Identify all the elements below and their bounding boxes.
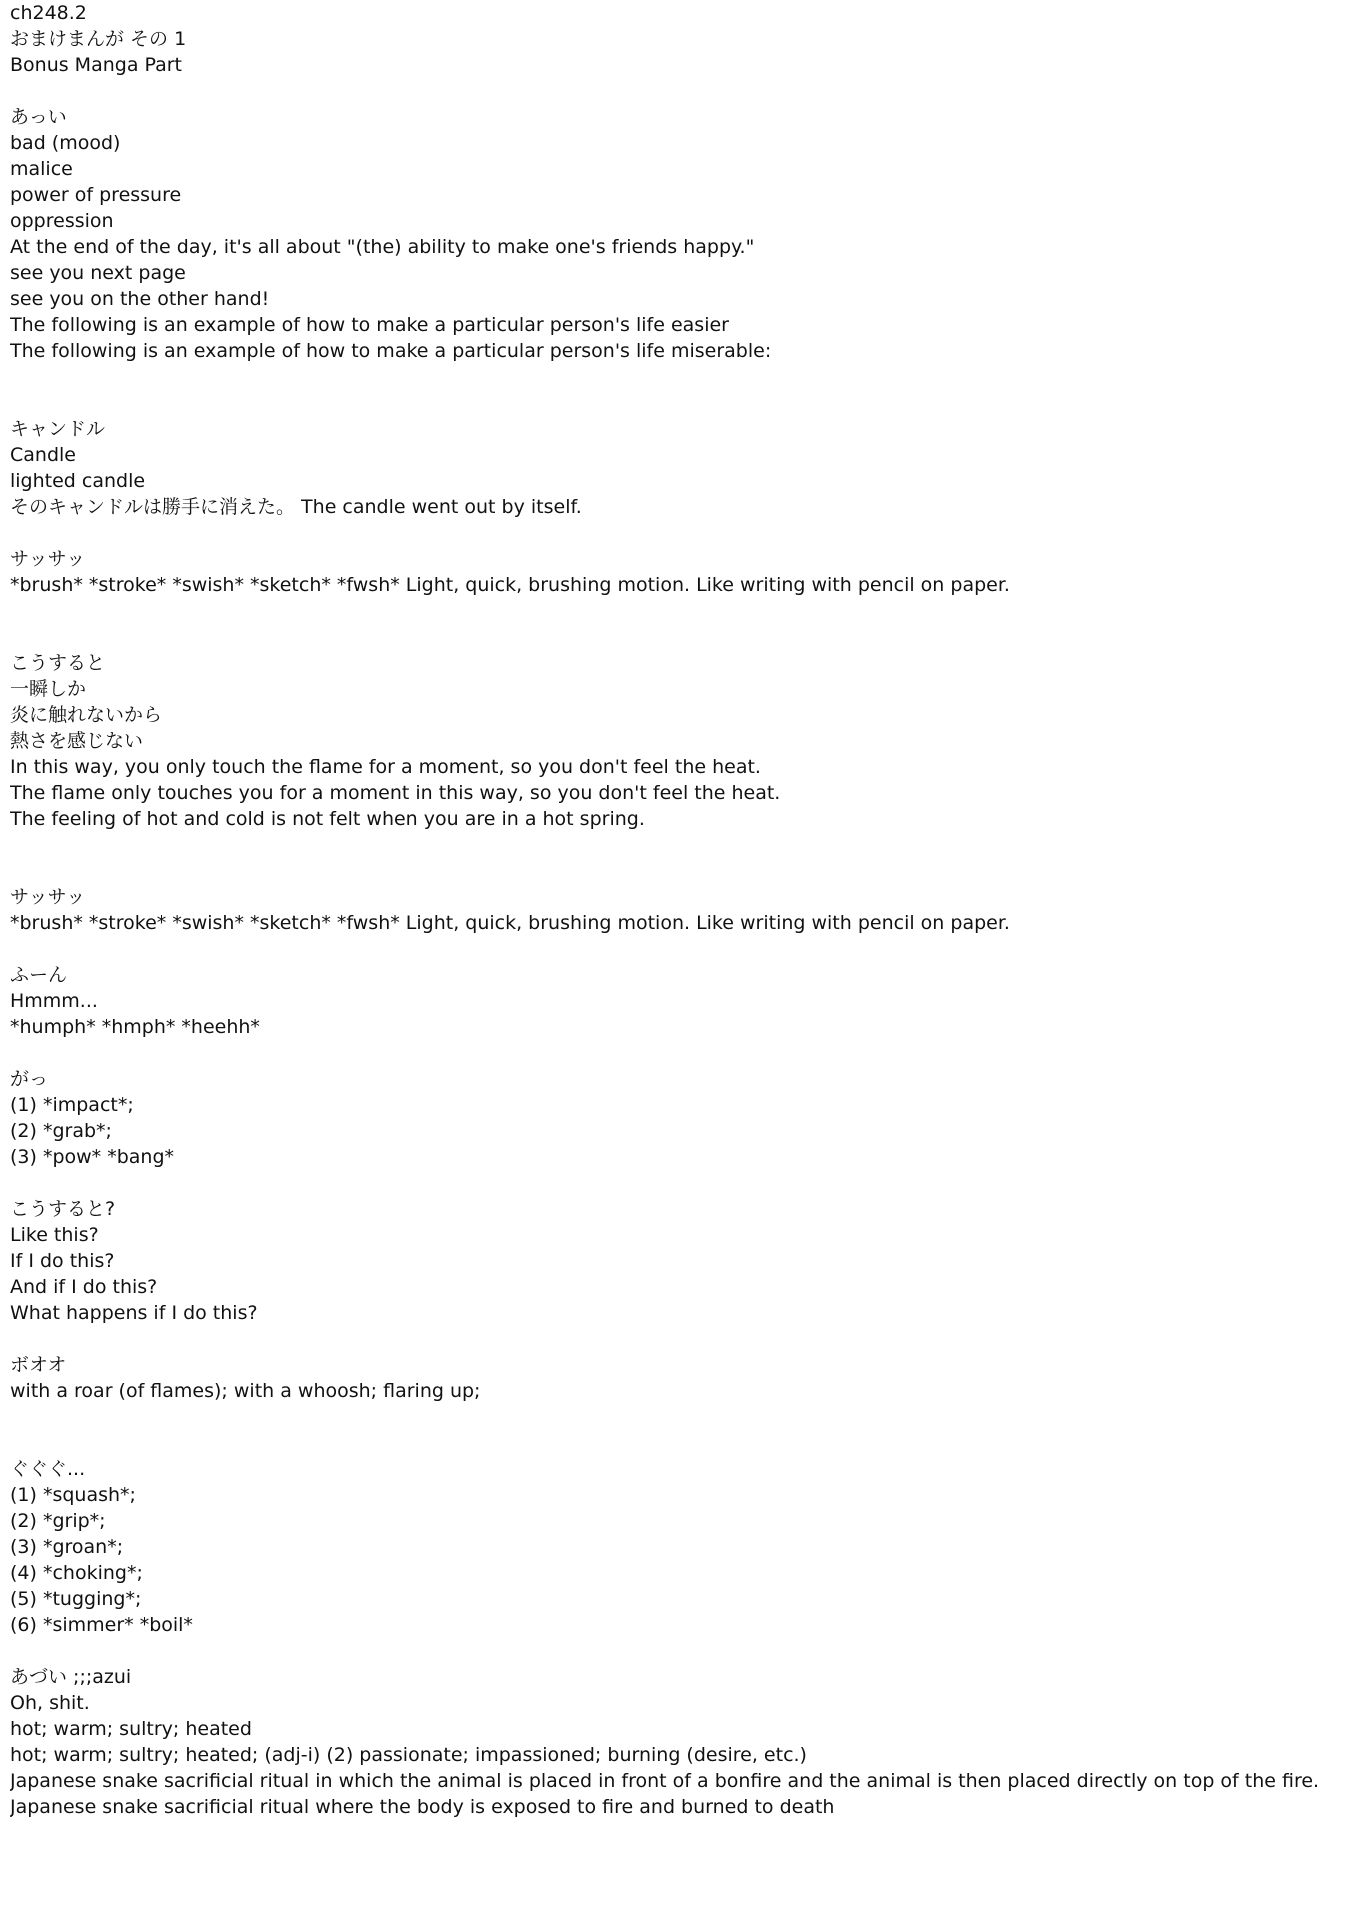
blank-line [10, 364, 1340, 390]
text-block [10, 650, 1340, 832]
text-block [10, 416, 1340, 520]
text-line: 一瞬しか [10, 678, 87, 700]
text-line: The following is an example of how to make a particular person's life easier [10, 314, 729, 336]
text-line: oppression [10, 210, 114, 232]
text-line: In this way, you only touch the flame for a moment, so you don't feel the heat. [10, 756, 761, 778]
text-block [10, 1352, 1340, 1404]
text-line: (1) *impact*; [10, 1094, 134, 1116]
text-line: 炎に触れないから [10, 704, 163, 726]
text-line: Candle [10, 444, 76, 466]
text-line: あっい [10, 106, 67, 128]
text-line: サッサッ [10, 548, 86, 570]
text-line: キャンドル [10, 418, 106, 440]
text-line: lighted candle [10, 470, 146, 492]
blank-line [10, 390, 1340, 416]
text-line: power of pressure [10, 184, 182, 206]
blank-line [10, 1326, 1340, 1352]
text-line: おまけまんが その 1 [10, 28, 187, 50]
text-line: The feeling of hot and cold is not felt when you are in a hot spring. [10, 808, 645, 830]
blank-line [10, 936, 1340, 962]
text-line: *humph* *hmph* *heehh* [10, 1016, 260, 1038]
text-line: Oh, shit. [10, 1692, 90, 1714]
text-block [10, 546, 1340, 598]
text-line: Bonus Manga Part [10, 54, 183, 76]
text-line: see you on the other hand! [10, 288, 270, 310]
blank-line [10, 1430, 1340, 1456]
text-line: ぐぐぐ... [10, 1458, 86, 1480]
text-block [10, 962, 1340, 1040]
blank-line [10, 520, 1340, 546]
text-line: ふーん [10, 964, 68, 986]
text-block [10, 104, 1340, 364]
text-line: What happens if I do this? [10, 1302, 258, 1324]
text-line: がっ [10, 1068, 49, 1090]
text-line: bad (mood) [10, 132, 121, 154]
text-line: malice [10, 158, 73, 180]
text-line: (3) *groan*; [10, 1536, 124, 1558]
blank-line [10, 1404, 1340, 1430]
document-body [10, 0, 1340, 1820]
text-line: あづい ;;;azui [10, 1666, 132, 1688]
text-line: (2) *grab*; [10, 1120, 112, 1142]
text-line: (6) *simmer* *boil* [10, 1614, 193, 1636]
blank-line [10, 78, 1340, 104]
text-line: (4) *choking*; [10, 1562, 143, 1584]
text-line: At the end of the day, it's all about "(the) ability to make one's friends happy." [10, 236, 755, 258]
text-line: Hmmm... [10, 990, 98, 1012]
text-block [10, 1664, 1340, 1820]
text-line: サッサッ [10, 886, 86, 908]
text-line: Japanese snake sacrificial ritual in which the animal is placed in front of a bonfire and the animal is then placed directly on top of the fire. [10, 1770, 1320, 1792]
text-line: こうすると [10, 652, 106, 674]
text-line: (3) *pow* *bang* [10, 1146, 175, 1168]
text-line: (1) *squash*; [10, 1484, 136, 1506]
blank-line [10, 832, 1340, 858]
text-line: The flame only touches you for a moment in this way, so you don't feel the heat. [10, 782, 781, 804]
text-line: *brush* *stroke* *swish* *sketch* *fwsh* Light, quick, brushing motion. Like writing with pencil on paper. [10, 574, 1010, 596]
text-line: *brush* *stroke* *swish* *sketch* *fwsh* Light, quick, brushing motion. Like writing with pencil on paper. [10, 912, 1010, 934]
blank-line [10, 858, 1340, 884]
text-block [10, 884, 1340, 936]
text-block [10, 1456, 1340, 1638]
text-line: そのキャンドルは勝手に消えた。 The candle went out by itself. [10, 496, 582, 518]
text-line: hot; warm; sultry; heated [10, 1718, 252, 1740]
text-line: (5) *tugging*; [10, 1588, 142, 1610]
text-line: hot; warm; sultry; heated; (adj-i) (2) passionate; impassioned; burning (desire, etc.) [10, 1744, 807, 1766]
text-line: Like this? [10, 1224, 99, 1246]
text-line: 熱さを感じない [10, 730, 144, 752]
text-line: If I do this? [10, 1250, 115, 1272]
text-line: ボオオ [10, 1354, 67, 1376]
blank-line [10, 1638, 1340, 1664]
text-line: Japanese snake sacrificial ritual where the body is exposed to fire and burned to death [10, 1796, 835, 1818]
text-line: with a roar (of flames); with a whoosh; flaring up; [10, 1380, 481, 1402]
text-line: And if I do this? [10, 1276, 158, 1298]
blank-line [10, 624, 1340, 650]
blank-line [10, 1170, 1340, 1196]
text-line: see you next page [10, 262, 186, 284]
text-block [10, 1066, 1340, 1170]
text-line: こうすると? [10, 1198, 116, 1220]
blank-line [10, 598, 1340, 624]
text-line: The following is an example of how to make a particular person's life miserable: [10, 340, 772, 362]
text-line: ch248.2 [10, 2, 87, 24]
text-block [10, 1196, 1340, 1326]
blank-line [10, 1040, 1340, 1066]
text-line: (2) *grip*; [10, 1510, 106, 1532]
text-block [10, 0, 1340, 78]
